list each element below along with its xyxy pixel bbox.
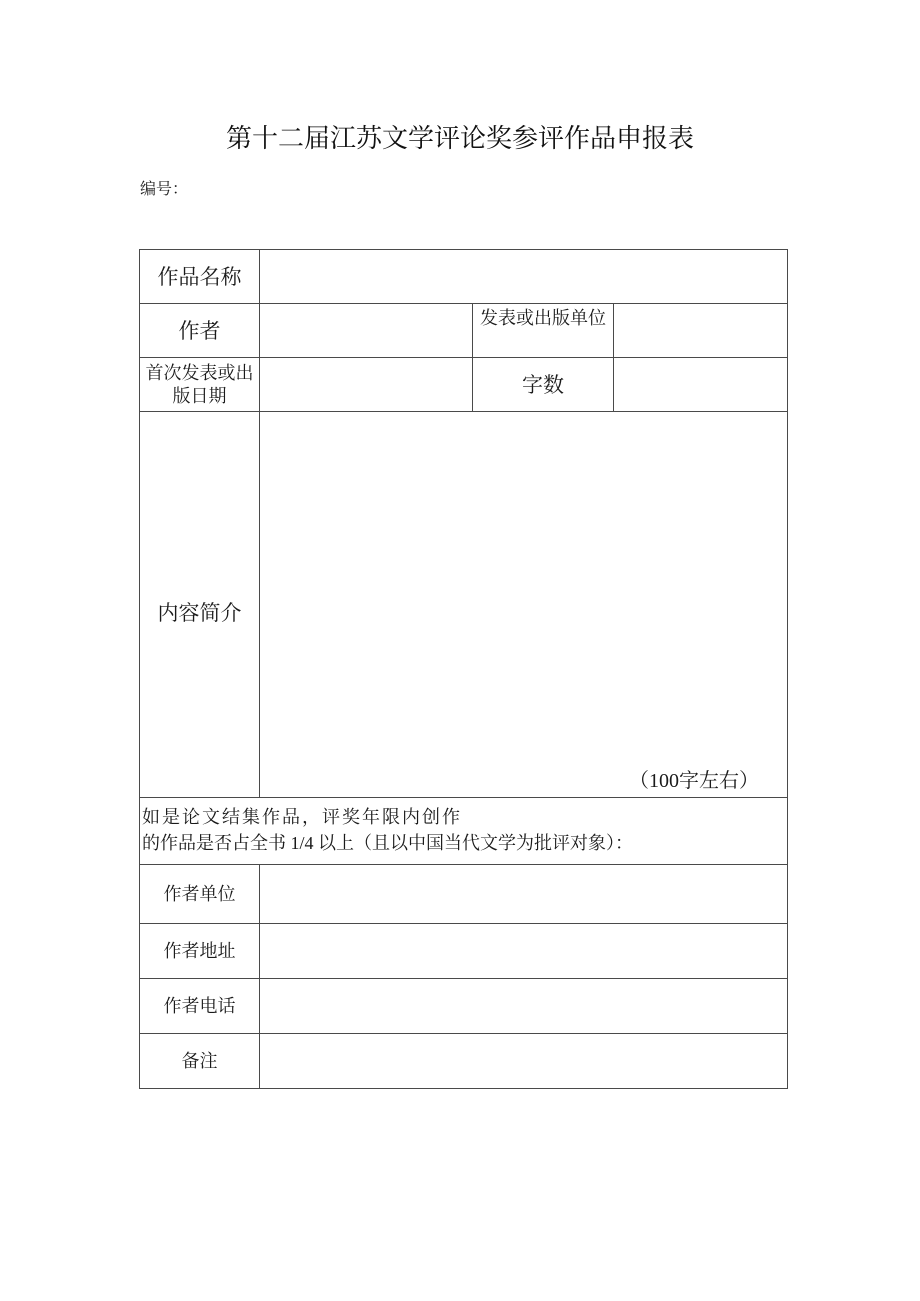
first-publication-date-field[interactable]: [259, 357, 473, 412]
summary-field[interactable]: [259, 411, 788, 798]
first-publication-date-text: 首次发表或出版日期: [145, 362, 254, 406]
application-form-table: [139, 249, 788, 1089]
author-address-label: 作者地址: [139, 923, 260, 979]
collection-question-field[interactable]: [139, 797, 788, 865]
word-count-field[interactable]: [613, 357, 788, 412]
serial-number-label: 编号：: [140, 181, 189, 198]
publisher-field[interactable]: [613, 303, 788, 358]
author-phone-field[interactable]: [259, 978, 788, 1034]
collection-question-line-1: 如是论文结集作品，评奖年限内创作: [142, 807, 462, 827]
remarks-field[interactable]: [259, 1033, 788, 1089]
author-phone-label: 作者电话: [139, 978, 260, 1034]
publisher-label: 发表或出版单位: [472, 303, 614, 358]
first-publication-date-label: [139, 357, 260, 412]
work-name-label: 作品名称: [139, 249, 260, 304]
summary-label: 内容简介: [139, 411, 260, 798]
remarks-label: 备注: [139, 1033, 260, 1089]
collection-question-line-2: 的作品是否占全书 1/4 以上（且以中国当代文学为批评对象）：: [142, 833, 633, 853]
summary-length-hint: （100字左右）: [629, 770, 759, 792]
author-field[interactable]: [259, 303, 473, 358]
author-address-field[interactable]: [259, 923, 788, 979]
work-name-field[interactable]: [259, 249, 788, 304]
author-unit-field[interactable]: [259, 864, 788, 924]
author-unit-label: 作者单位: [139, 864, 260, 924]
author-label: 作者: [139, 303, 260, 358]
document-title: 第十二届江苏文学评论奖参评作品申报表: [225, 123, 694, 153]
word-count-label: 字数: [472, 357, 614, 412]
